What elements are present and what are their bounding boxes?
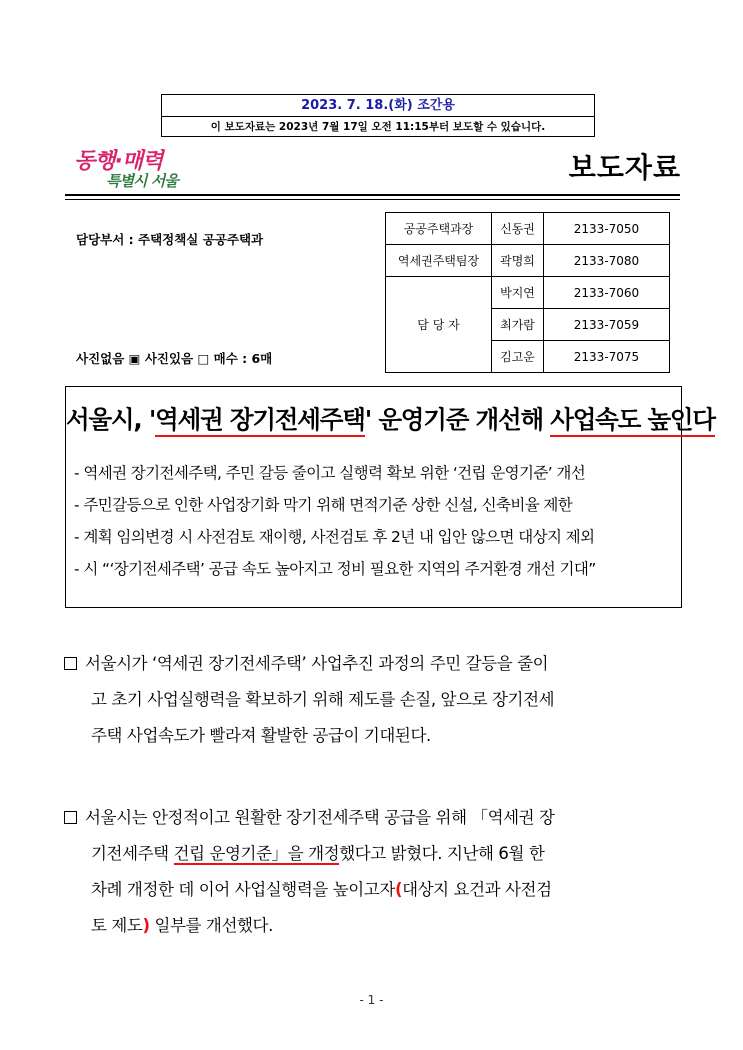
contact-name: 김고운 [492,341,544,373]
headline-underlined-2: 사업속도 높인다 [550,405,715,437]
red-paren: ) [142,916,150,935]
contact-name: 곽명희 [492,245,544,277]
paragraph-2 [64,800,684,944]
table-row [386,245,670,277]
paragraph-text: 서울시가 ‘역세권 장기전세주택’ 사업추진 과정의 주민 갈등을 줄이 [85,654,549,673]
paragraph-line: 고 초기 사업실행력을 확보하기 위해 제도를 손질, 앞으로 장기전세 [91,690,555,709]
paragraph-line [64,646,684,682]
table-row [386,277,670,309]
headline-box [65,386,715,608]
paragraph-text: 했다고 밝혔다. 지난해 6월 한 [339,844,545,863]
paragraph-text: 일부를 개선했다. [149,916,273,935]
contact-name: 최가람 [492,309,544,341]
photo-info: 사진없음 ▣ 사진있음 □ 매수 : 6매 [76,351,273,366]
contact-table [385,212,670,373]
logo-line1: 동행·매력 [74,149,163,174]
underlined-text: 건립 운영기준」을 개정 [173,844,340,863]
contact-role: 공공주택과장 [386,213,492,245]
contact-name: 신동권 [492,213,544,245]
release-date-box [161,94,595,137]
paragraph-1 [64,646,684,754]
subhead-3: - 계획 임의변경 시 사전검토 재이행, 사전검토 후 2년 내 입안 않으면 대상지 제외 [74,528,595,546]
subhead-2: - 주민갈등으로 인한 사업장기화 막기 위해 면적기준 상한 신설, 신축비율 제한 [74,496,573,514]
paragraph-line: 주택 사업속도가 빨라져 활발한 공급이 기대된다. [91,726,431,745]
paragraph-line [64,836,684,872]
contact-phone: 2133-7050 [544,213,670,245]
embargo-note: 이 보도자료는 2023년 7월 17일 오전 11:15부터 보도할 수 있습니다. [210,121,546,133]
headline [66,401,715,436]
header-rule-thick [65,194,680,196]
paragraph-text: 서울시는 안정적이고 원활한 장기전세주택 공급을 위해 「역세권 장 [85,808,555,827]
paragraph-line [64,800,684,836]
square-bullet-icon [64,811,77,824]
table-row [386,213,670,245]
paragraph-text: 기전세주택 [91,844,174,863]
subhead-1: - 역세권 장기전세주택, 주민 갈등 줄이고 실행력 확보 위한 ‘건립 운영기준’ 개선 [74,464,586,482]
paragraph-text: 토 제도 [91,916,143,935]
headline-part3: ' 운영기준 개선해 [364,405,551,434]
red-paren: ( [394,880,403,899]
seoul-logo [70,140,200,198]
department-line: 담당부서 : 주택정책실 공공주택과 [76,232,264,247]
contact-role: 담 당 자 [386,277,492,373]
paragraph-text: 차례 개정한 데 이어 사업실행력을 높이고자 [91,880,395,899]
headline-part1: 서울시, ' [66,405,156,434]
contact-phone: 2133-7080 [544,245,670,277]
paragraph-line [64,908,684,944]
release-date: 2023. 7. 18.(화) 조간용 [162,95,594,117]
contact-role: 역세권주택팀장 [386,245,492,277]
logo-line2: 특별시 서울 [106,172,178,190]
contact-phone: 2133-7059 [544,309,670,341]
contact-name: 박지연 [492,277,544,309]
paragraph-line [64,872,684,908]
header-rule-thin [65,199,680,200]
square-bullet-icon [64,657,77,670]
subhead-4: - 시 “‘장기전세주택’ 공급 속도 높아지고 정비 필요한 지역의 주거환경 개선 기대” [74,560,596,578]
contact-phone: 2133-7060 [544,277,670,309]
contact-phone: 2133-7075 [544,341,670,373]
paragraph-text: 대상지 요건과 사전검 [402,880,552,899]
doc-type-title: 보도자료 [568,151,681,184]
page-number: - 1 - [359,993,384,1007]
headline-underlined-1: 역세권 장기전세주택 [155,405,365,437]
